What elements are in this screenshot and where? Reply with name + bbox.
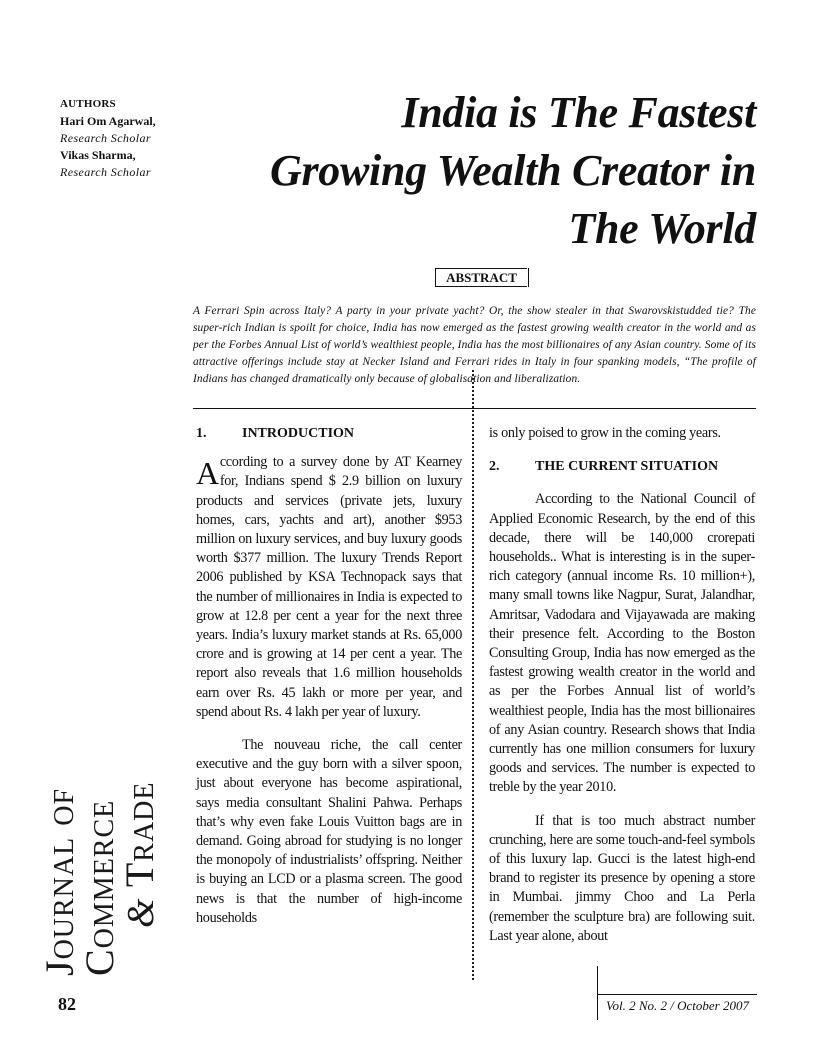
left-column (196, 424, 462, 942)
current-paragraph: If that is too much abstract number crunching, here are some touch-and-feel symbols of this luxury lap. Gucci is the latest high-end brand to register its presence by opening a store in Mumbai. jimmy Choo and La Perla (remember the sculpture bra) are following suit. Last year alone, about (489, 812, 755, 944)
author-role: Research Scholar (60, 165, 151, 179)
journal-logo-line: Commerce (77, 799, 122, 976)
title-line: Growing Wealth Creator in (270, 146, 756, 195)
authors-heading: AUTHORS (60, 98, 116, 110)
author-name: Hari Om Agarwal, (60, 114, 156, 128)
journal-logo-line: Journal of (37, 787, 82, 976)
section-number: 2. (489, 459, 500, 475)
current-paragraph: According to the National Council of Applied Economic Research, by the end of this decade, there will be 140,000 crorepati households.. What is interesting is in the super-rich category (annual income Rs. 10 million+), many small towns like Nagpur, Surat, Jalandhar, Amritsar, Vadodara and Vijayawada are making their presence felt. According to the Boston Consulting Group, India has now emerged as the fastest growing wealth creator in the world and as per the Forbes Annual list of world’s wealthiest people, India has the most billionaires of any Asian country. Research shows that India currently has one million consumers for luxury goods and services. The number is expected to treble by the year 2010. (489, 491, 755, 796)
intro-paragraph (196, 453, 462, 722)
drop-cap: A (196, 455, 219, 492)
section-title: INTRODUCTION (242, 426, 355, 441)
authors-block (60, 96, 200, 181)
title-line: The World (568, 204, 756, 253)
footer-rule (597, 966, 598, 1020)
paragraph-text: ccording to a survey done by AT Kearney for, Indians spend $ 2.9 billion on luxury products and services (private jets, luxury homes, cars, yachts and art), another $953 million on luxury services, and buy luxury goods worth $377 million. The luxury Trends Report 2006 published by KSA Technopack says that the number of millionaires in India is expected to grow at 12.8 per cent a year for the next three years. India’s luxury market stands at Rs. 65,000 crore and is growing at 14 per cent a year. The report also reveals that 1.6 million households earn over Rs. 45 lakh or more per year, and spend about Rs. 4 lakh per year of luxury. (196, 454, 462, 720)
article-title (200, 84, 756, 258)
footer-rule (597, 994, 757, 995)
title-line: India is The Fastest (401, 88, 756, 137)
abstract-text: A Ferrari Spin across Italy? A party in your private yacht? Or, the show stealer in that Swarovskistudded tie? The super-rich Indian is spoilt for choice, India has now emerged as the fastest growing wealth creator in the world and as per the Forbes Annual List of world’s wealthiest people, India has the most billionaires of any Asian country. Some of its attractive offerings include stay at Necker Island and Ferrari rides in Italy in four spanking models, “The profile of Indians has changed dramatically only because of globalisation and liberalization. (193, 305, 756, 385)
paragraph-continuation: is only poised to grow in the coming years. (489, 425, 721, 441)
section-heading (196, 424, 462, 443)
author-name: Vikas Sharma, (60, 148, 136, 162)
author-role: Research Scholar (60, 131, 151, 145)
journal-logo-ampersand: & (120, 897, 162, 928)
column-divider (472, 370, 474, 980)
intro-paragraph: The nouveau riche, the call center executive and the guy born with a silver spoon, just about everyone has become aspirational, says media consultant Shalini Pahwa. Perhaps that’s why even fake Louis Vuitton bags are in demand. Going abroad for studying is no longer the monopoly of industrialists’ offspring. Neither is buying an LCD or a plasma screen. The good news is that the number of high-income households (196, 737, 462, 926)
issue-info: Vol. 2 No. 2 / October 2007 (606, 998, 749, 1013)
journal-logo (37, 596, 180, 976)
section-number: 1. (196, 426, 207, 441)
journal-logo-word: Trade (117, 781, 162, 888)
page-number: 82 (58, 994, 76, 1014)
section-title: THE CURRENT SITUATION (535, 459, 719, 475)
section-divider (193, 408, 756, 409)
section-heading (489, 457, 755, 476)
abstract-label: ABSTRACT (435, 268, 527, 287)
right-column (489, 424, 755, 960)
journal-logo-line (117, 596, 162, 976)
